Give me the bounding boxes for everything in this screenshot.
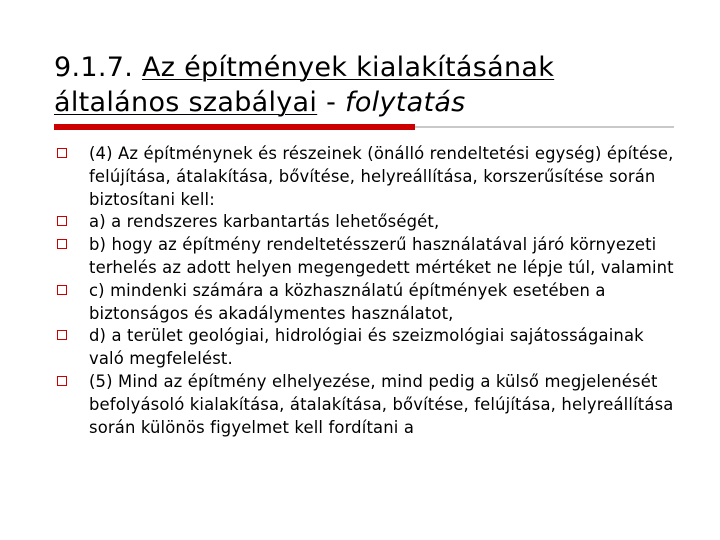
list-item-text: c) mindenki számára a közhasználatú építmények esetében a biztonságos és akadálymentes használatot, (89, 280, 606, 323)
list-item (54, 211, 684, 234)
list-item-text: a) a rendszeres karbantartás lehetőségét, (89, 212, 440, 232)
hollow-square-icon (57, 216, 67, 226)
list-item-text: (4) Az építménynek és részeinek (önálló rendeltetési egység) építése, felújítása, átalakítása, bővítése, helyreállítása, korszerűsítése során biztosítani kell: (89, 144, 674, 209)
hollow-square-icon (57, 376, 67, 386)
hollow-square-icon (57, 239, 67, 249)
list-item (54, 143, 684, 211)
title-number: 9.1.7. (54, 52, 134, 83)
list-item-text: d) a terület geológiai, hidrológiai és szeizmológiai sajátosságainak való megfelelést. (89, 326, 644, 369)
list-item (54, 234, 684, 280)
title-main: Az építmények kialakításának általános szabályai (54, 52, 555, 118)
list-item (54, 371, 684, 439)
slide-title (54, 50, 674, 120)
list-item-text: (5) Mind az építmény elhelyezése, mind pedig a külső megjelenését befolyásoló kialakítása, átalakítása, bővítése, felújítása, helyreállítása során különös figyelmet kell fordítani a (89, 371, 674, 437)
title-separator: - (317, 87, 346, 118)
hollow-square-icon (57, 148, 67, 158)
list-item (54, 280, 684, 326)
hollow-square-icon (57, 285, 67, 295)
title-continuation: folytatás (345, 87, 466, 118)
list-item-text: b) hogy az építmény rendeltetésszerű használatával járó környezeti terhelés az adott helyen megengedett mértéket ne lépje túl, valamint (89, 235, 674, 277)
list-item (54, 325, 684, 371)
hollow-square-icon (57, 330, 67, 340)
title-accent-bar (54, 124, 415, 130)
bullet-list (54, 143, 684, 439)
